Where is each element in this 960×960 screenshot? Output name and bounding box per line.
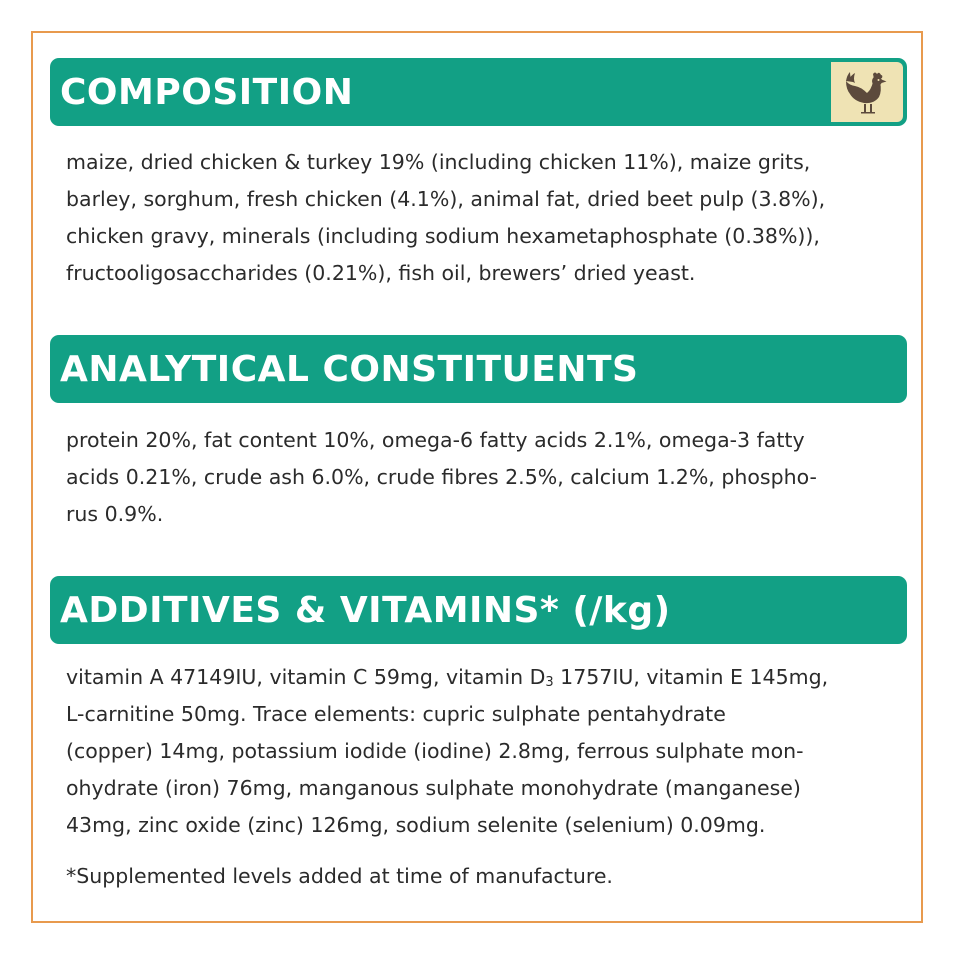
- additives-line: 43mg, zinc oxide (zinc) 126mg, sodium selenite (selenium) 0.09mg.: [66, 813, 766, 837]
- composition-line: fructooligosaccharides (0.21%), fish oil, brewers’ dried yeast.: [66, 261, 696, 285]
- additives-header: [50, 576, 907, 644]
- footnote: *Supplemented levels added at time of manufacture.: [66, 864, 613, 888]
- additives-line-part: vitamin A 47149IU, vitamin C 59mg, vitamin D: [66, 665, 546, 689]
- additives-line: L-carnitine 50mg. Trace elements: cupric sulphate pentahydrate: [66, 702, 726, 726]
- additives-text: [66, 659, 916, 844]
- analytical-title: ANALYTICAL CONSTITUENTS: [60, 348, 639, 390]
- additives-line: (copper) 14mg, potassium iodide (iodine) 2.8mg, ferrous sulphate mon-: [66, 739, 804, 763]
- composition-line: maize, dried chicken & turkey 19% (including chicken 11%), maize grits,: [66, 150, 811, 174]
- composition-header: [50, 58, 907, 126]
- analytical-text: [66, 422, 916, 533]
- chicken-icon-box: [831, 62, 903, 122]
- additives-line: [66, 659, 916, 696]
- subscript-three: 3: [545, 675, 554, 690]
- composition-title: COMPOSITION: [60, 71, 354, 113]
- analytical-header: [50, 335, 907, 403]
- analytical-line: protein 20%, fat content 10%, omega-6 fatty acids 2.1%, omega-3 fatty: [66, 428, 805, 452]
- chicken-icon: [842, 67, 892, 117]
- additives-line: ohydrate (iron) 76mg, manganous sulphate monohydrate (manganese): [66, 776, 801, 800]
- composition-line: barley, sorghum, fresh chicken (4.1%), animal fat, dried beet pulp (3.8%),: [66, 187, 826, 211]
- additives-line-part: 1757IU, vitamin E 145mg,: [553, 665, 829, 689]
- composition-text: [66, 144, 916, 292]
- composition-line: chicken gravy, minerals (including sodium hexametaphosphate (0.38%)),: [66, 224, 820, 248]
- analytical-line: acids 0.21%, crude ash 6.0%, crude fibres 2.5%, calcium 1.2%, phospho-: [66, 465, 817, 489]
- additives-title: ADDITIVES & VITAMINS* (/kg): [60, 589, 671, 631]
- analytical-line: rus 0.9%.: [66, 502, 164, 526]
